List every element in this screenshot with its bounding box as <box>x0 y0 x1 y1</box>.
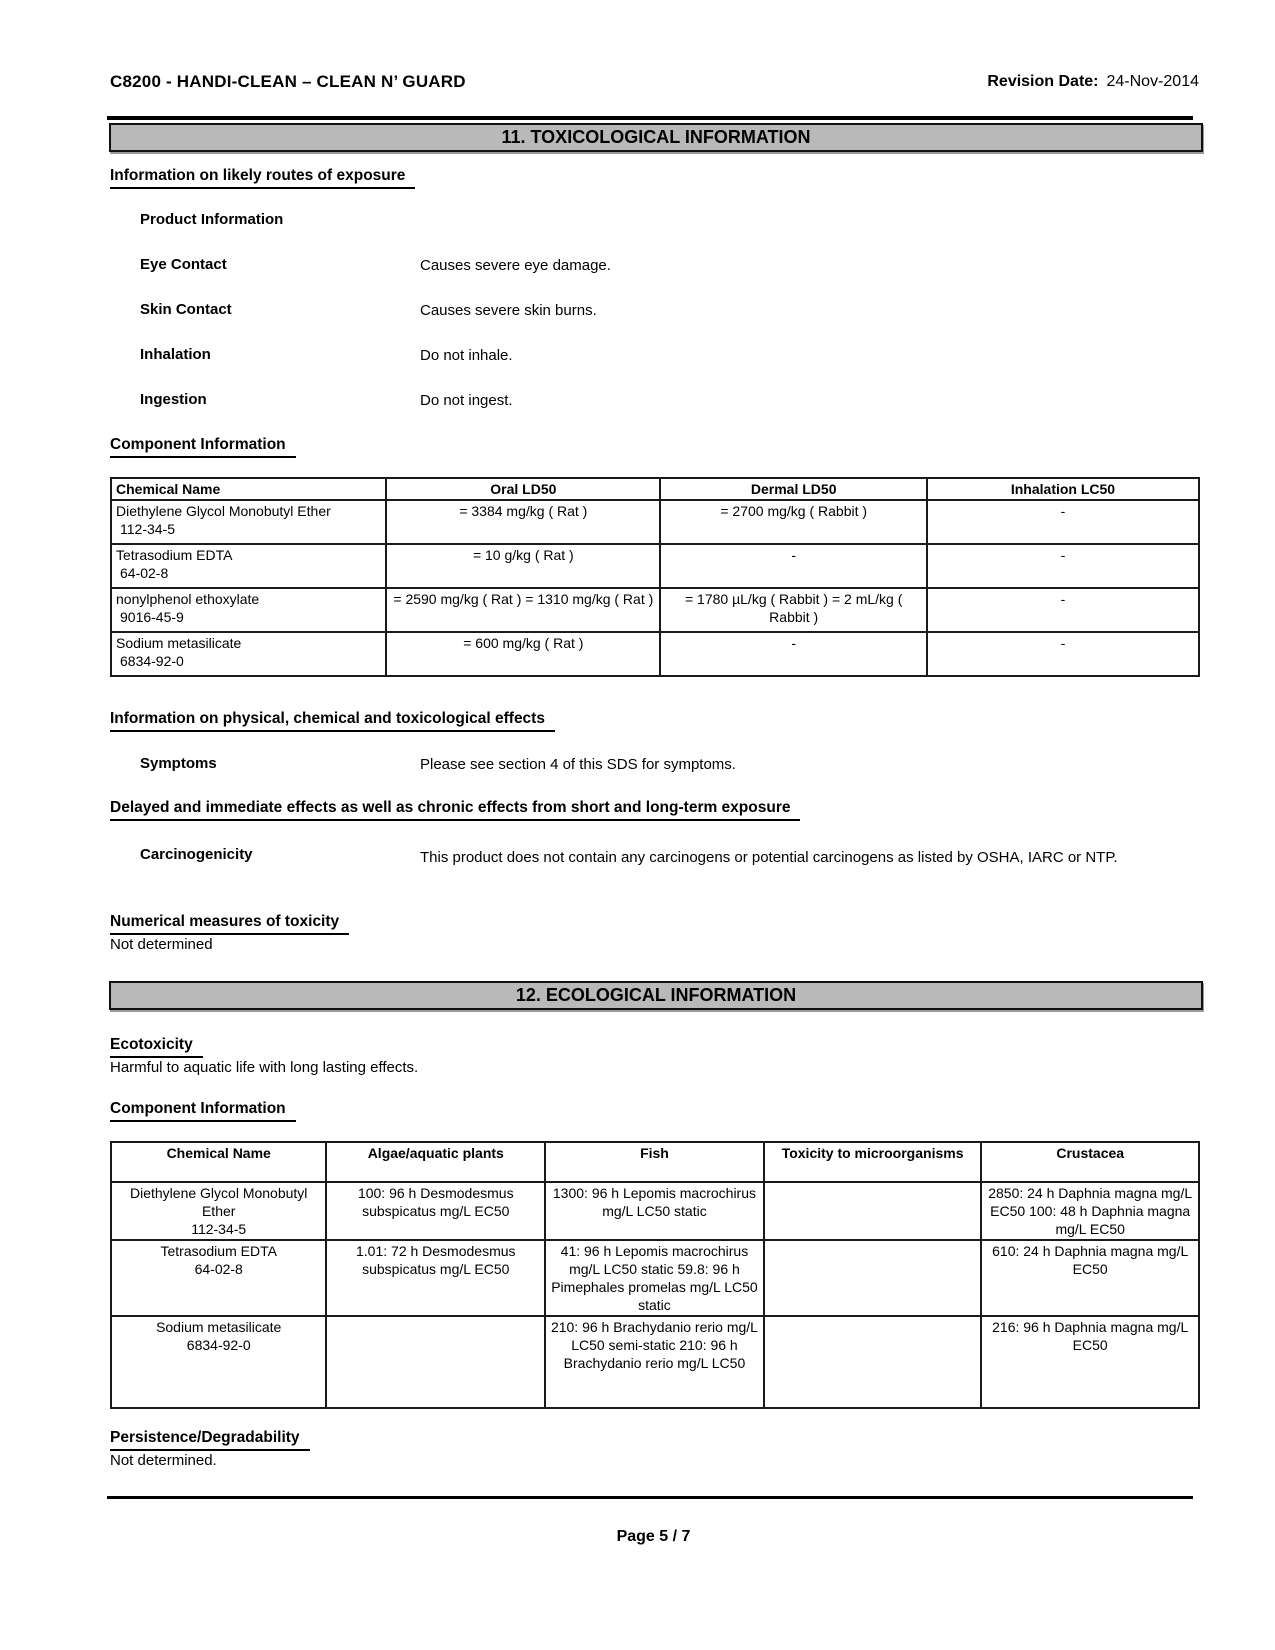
value-eye-contact: Causes severe eye damage. <box>420 257 611 274</box>
fish-value: 41: 96 h Lepomis macrochirus mg/L LC50 static 59.8: 96 h Pimephales promelas mg/L LC50 static <box>545 1240 764 1316</box>
algae-value: 1.01: 72 h Desmodesmus subspicatus mg/L EC50 <box>326 1240 545 1316</box>
table-row <box>111 1182 1199 1240</box>
value-persistence-degradability: Not determined. <box>110 1452 217 1469</box>
microorganisms-value <box>764 1182 982 1240</box>
page-number: Page 5 / 7 <box>616 1528 691 1545</box>
inhalation-lc50-value: - <box>927 544 1199 588</box>
heading-numerical-measures: Numerical measures of toxicity <box>110 913 349 935</box>
table-row <box>111 544 1199 588</box>
crustacea-value: 610: 24 h Daphnia magna mg/L EC50 <box>981 1240 1199 1316</box>
section-11-header-bar <box>109 123 1203 152</box>
label-ingestion: Ingestion <box>140 391 207 408</box>
crustacea-value: 216: 96 h Daphnia magna mg/L EC50 <box>981 1316 1199 1408</box>
chemical-name: Tetrasodium EDTA <box>116 547 233 563</box>
heading-physical-chemical-effects: Information on physical, chemical and toxicological effects <box>110 710 555 732</box>
chemical-name: nonylphenol ethoxylate <box>116 591 260 607</box>
heading-component-information-tox: Component Information <box>110 436 296 458</box>
chemical-name: Sodium metasilicate <box>156 1319 282 1335</box>
fish-value: 1300: 96 h Lepomis macrochirus mg/L LC50 static <box>545 1182 764 1240</box>
eco-col-microorganisms: Toxicity to microorganisms <box>764 1142 982 1182</box>
toxicity-table <box>110 477 1200 677</box>
fish-value: 210: 96 h Brachydanio rerio mg/L LC50 semi-static 210: 96 h Brachydanio rerio mg/L LC50 <box>545 1316 764 1408</box>
heading-delayed-immediate-effects: Delayed and immediate effects as well as chronic effects from short and long-term exposure <box>110 799 800 821</box>
label-eye-contact: Eye Contact <box>140 256 227 273</box>
value-ecotoxicity: Harmful to aquatic life with long lasting effects. <box>110 1059 419 1076</box>
table-row <box>111 500 1199 544</box>
heading-ecotoxicity: Ecotoxicity <box>110 1036 203 1058</box>
algae-value: 100: 96 h Desmodesmus subspicatus mg/L EC50 <box>326 1182 545 1240</box>
eco-col-chemical-name: Chemical Name <box>111 1142 326 1182</box>
inhalation-lc50-value: - <box>927 632 1199 676</box>
table-row <box>111 632 1199 676</box>
value-inhalation: Do not inhale. <box>420 347 513 364</box>
tox-col-oral-ld50: Oral LD50 <box>386 478 660 500</box>
oral-ld50-value: = 10 g/kg ( Rat ) <box>386 544 660 588</box>
dermal-ld50-value: = 1780 µL/kg ( Rabbit ) = 2 mL/kg ( Rabbit ) <box>660 588 927 632</box>
dermal-ld50-value: = 2700 mg/kg ( Rabbit ) <box>660 500 927 544</box>
tox-table-header-row <box>111 478 1199 500</box>
cas-number: 112-34-5 <box>120 521 176 537</box>
label-carcinogenicity: Carcinogenicity <box>140 846 253 863</box>
value-carcinogenicity: This product does not contain any carcinogens or potential carcinogens as listed by OSHA, IARC or NTP. <box>420 849 1118 866</box>
oral-ld50-value: = 2590 mg/kg ( Rat ) = 1310 mg/kg ( Rat ) <box>386 588 660 632</box>
microorganisms-value <box>764 1316 982 1408</box>
cas-number: 64-02-8 <box>120 565 169 581</box>
revision-date-label: Revision Date: <box>987 73 1099 90</box>
header-rule <box>107 116 1193 120</box>
cas-number: 112-34-5 <box>191 1221 247 1237</box>
inhalation-lc50-value: - <box>927 588 1199 632</box>
dermal-ld50-value: - <box>660 632 927 676</box>
cas-number: 64-02-8 <box>194 1261 243 1277</box>
table-row <box>111 588 1199 632</box>
table-row <box>111 1316 1199 1408</box>
eco-table-header-row <box>111 1142 1199 1182</box>
label-symptoms: Symptoms <box>140 755 217 772</box>
dermal-ld50-value: - <box>660 544 927 588</box>
oral-ld50-value: = 600 mg/kg ( Rat ) <box>386 632 660 676</box>
ecotoxicity-table <box>110 1141 1200 1409</box>
chemical-name: Diethylene Glycol Monobutyl Ether <box>130 1185 308 1219</box>
eco-col-crustacea: Crustacea <box>981 1142 1199 1182</box>
table-row <box>111 1240 1199 1316</box>
footer-rule <box>107 1496 1193 1499</box>
value-symptoms: Please see section 4 of this SDS for symptoms. <box>420 756 736 773</box>
heading-product-information: Product Information <box>140 211 284 228</box>
cas-number: 9016-45-9 <box>120 609 184 625</box>
chemical-name: Sodium metasilicate <box>116 635 242 651</box>
value-ingestion: Do not ingest. <box>420 392 513 409</box>
heading-routes-of-exposure: Information on likely routes of exposure <box>110 167 415 189</box>
eco-col-algae: Algae/aquatic plants <box>326 1142 545 1182</box>
chemical-name: Diethylene Glycol Monobutyl Ether <box>116 503 331 519</box>
section-12-header-bar <box>109 981 1203 1010</box>
label-inhalation: Inhalation <box>140 346 211 363</box>
value-numerical-measures: Not determined <box>110 936 213 953</box>
inhalation-lc50-value: - <box>927 500 1199 544</box>
algae-value <box>326 1316 545 1408</box>
cas-number: 6834-92-0 <box>120 653 184 669</box>
tox-col-inhalation-lc50: Inhalation LC50 <box>927 478 1199 500</box>
label-skin-contact: Skin Contact <box>140 301 232 318</box>
section-12-title: 12. ECOLOGICAL INFORMATION <box>515 985 797 1005</box>
revision-date-value: 24-Nov-2014 <box>1106 73 1199 90</box>
eco-col-fish: Fish <box>545 1142 764 1182</box>
crustacea-value: 2850: 24 h Daphnia magna mg/L EC50 100: 48 h Daphnia magna mg/L EC50 <box>981 1182 1199 1240</box>
document-title: C8200 - HANDI-CLEAN – CLEAN N’ GUARD <box>110 72 466 91</box>
cas-number: 6834-92-0 <box>186 1337 251 1353</box>
tox-col-chemical-name: Chemical Name <box>111 478 386 500</box>
section-11-title: 11. TOXICOLOGICAL INFORMATION <box>501 127 811 147</box>
value-skin-contact: Causes severe skin burns. <box>420 302 597 319</box>
oral-ld50-value: = 3384 mg/kg ( Rat ) <box>386 500 660 544</box>
microorganisms-value <box>764 1240 982 1316</box>
heading-persistence-degradability: Persistence/Degradability <box>110 1429 310 1451</box>
tox-col-dermal-ld50: Dermal LD50 <box>660 478 927 500</box>
revision-date <box>987 73 1199 91</box>
heading-component-information-eco: Component Information <box>110 1100 296 1122</box>
chemical-name: Tetrasodium EDTA <box>160 1243 277 1259</box>
